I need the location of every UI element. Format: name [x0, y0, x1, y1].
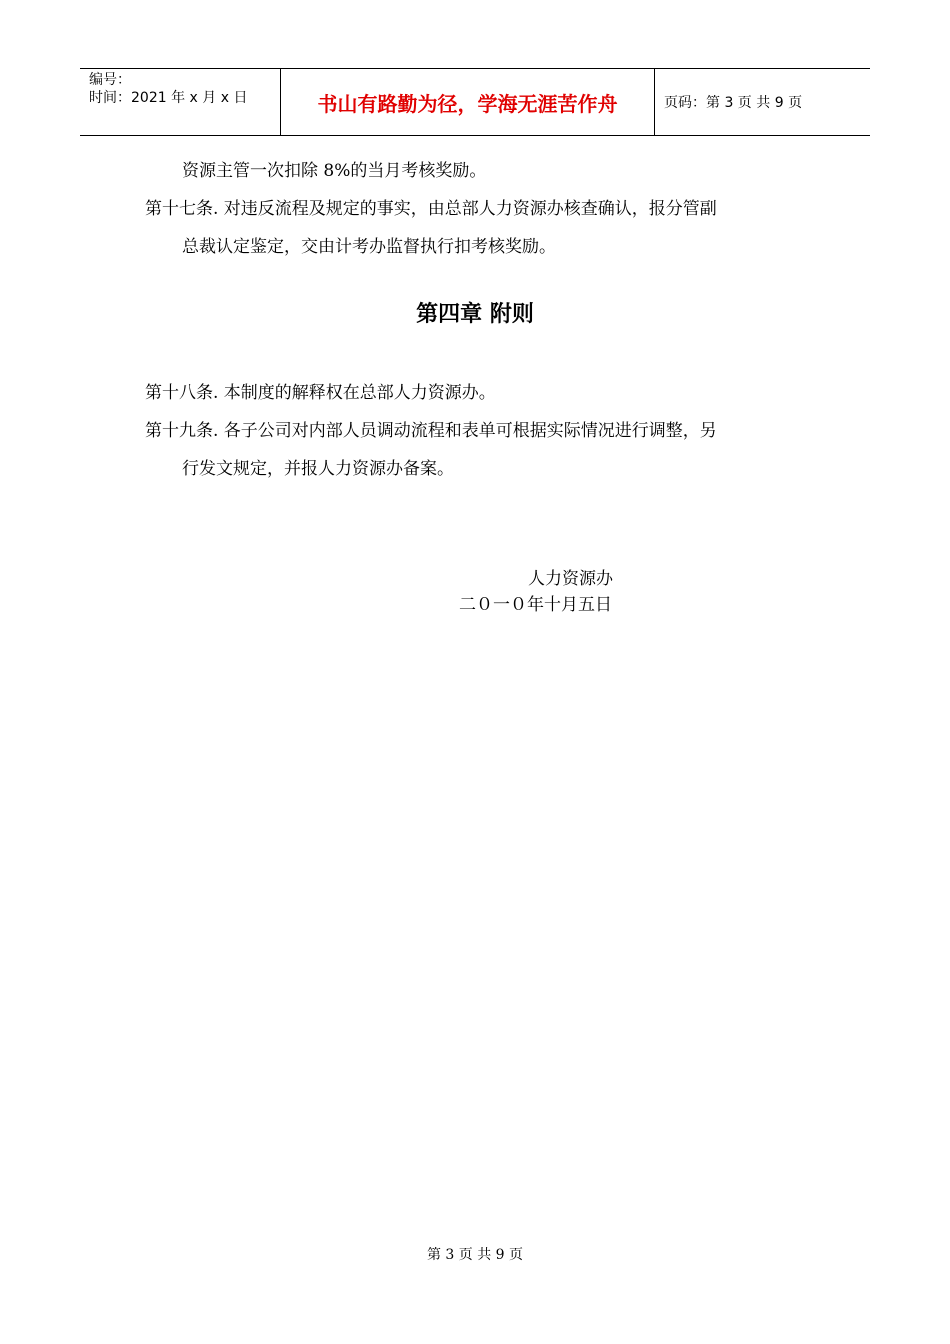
article-17-line-1: 第十七条. 对违反流程及规定的事实，由总部人力资源办核查确认，报分管副	[145, 199, 717, 219]
number-label: 编号：	[89, 72, 131, 88]
header-meta	[80, 69, 281, 135]
page-footer: 第 3 页 共 9 页	[426, 1247, 524, 1263]
header-motto-cell	[281, 69, 655, 135]
document-header	[80, 68, 870, 136]
chapter-title: 第四章 附则	[416, 302, 534, 327]
time-label: 时间：2021 年 x 月 x 日	[89, 90, 248, 106]
signature-date: 二０一０年十月五日	[459, 595, 612, 615]
article-17-line-2: 总裁认定鉴定，交由计考办监督执行扣考核奖励。	[182, 237, 556, 257]
article-19-line-2: 行发文规定，并报人力资源办备案。	[182, 459, 454, 479]
signature-department: 人力资源办	[528, 569, 613, 589]
header-page-info-cell	[655, 69, 870, 135]
header-motto: 书山有路勤为径，学海无涯苦作舟	[317, 91, 618, 116]
header-page-info: 页码：第 3 页 共 9 页	[664, 95, 803, 111]
article-18-line-1: 第十八条. 本制度的解释权在总部人力资源办。	[145, 383, 496, 403]
article-19-line-1: 第十九条. 各子公司对内部人员调动流程和表单可根据实际情况进行调整，另	[145, 421, 717, 441]
paragraph-continuation: 资源主管一次扣除 8%的当月考核奖励。	[182, 161, 487, 181]
